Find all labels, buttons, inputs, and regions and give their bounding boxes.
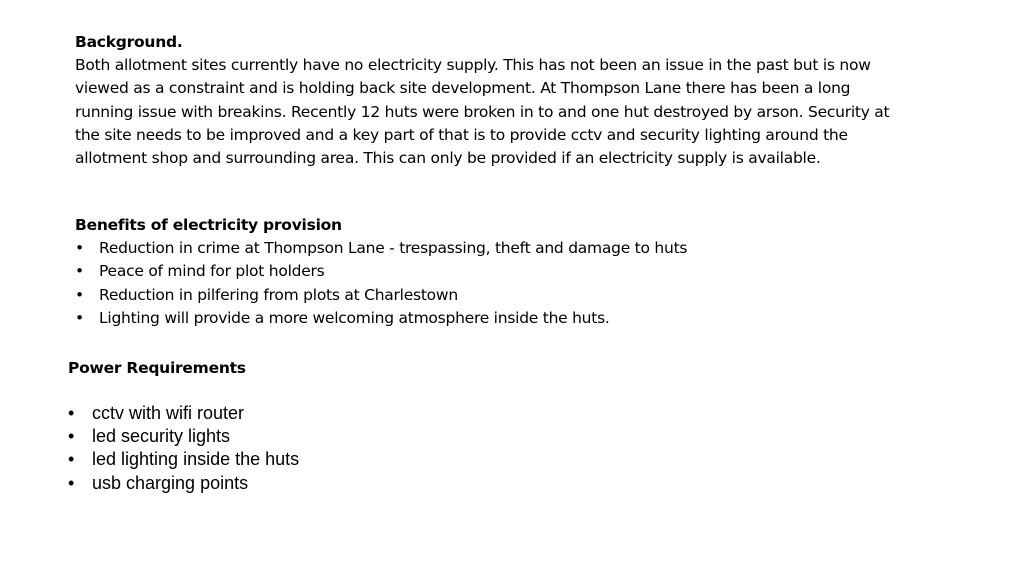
- list-item: [68, 425, 668, 448]
- bullet-dot: •: [75, 308, 84, 327]
- benefit-item-text: Peace of mind for plot holders: [99, 262, 325, 281]
- benefits-heading: Benefits of electricity provision: [75, 216, 342, 234]
- background-heading: Background.: [75, 33, 183, 51]
- power-item-text: usb charging points: [92, 472, 249, 493]
- power-item-text: led lighting inside the huts: [92, 449, 300, 470]
- list-item: [68, 472, 668, 495]
- bullet-dot: •: [75, 285, 84, 304]
- bullet-dot: •: [68, 426, 75, 447]
- bullet-dot: •: [68, 472, 75, 493]
- list-item: [68, 448, 668, 471]
- background-paragraph: Both allotment sites currently have no electricity supply. This has not been an issue in the past but is now viewed as a constraint and is holding back site development. At Thompson Lane there has been a long running issue with breakins. Recently 12 huts were broken in to and one hut destroyed by arson. Security at the site needs to be improved and a key part of that is to provide cctv and security lighting around the allotment shop and surrounding area. This can only be provided if an electricity supply is available.: [75, 56, 890, 168]
- power-requirements-heading: Power Requirements: [68, 359, 246, 377]
- power-requirements-section: [68, 357, 668, 495]
- benefit-item-text: Lighting will provide a more welcoming atmosphere inside the huts.: [99, 308, 610, 327]
- power-item-text: cctv with wifi router: [92, 403, 245, 423]
- benefit-item-text: Reduction in crime at Thompson Lane - trespassing, theft and damage to huts: [99, 239, 688, 258]
- list-item: [75, 260, 895, 283]
- benefits-list: [75, 237, 895, 330]
- benefits-section: [75, 214, 895, 330]
- bullet-dot: •: [68, 403, 75, 423]
- power-item-text: led security lights: [92, 426, 231, 447]
- list-item: [68, 402, 668, 425]
- list-item: [75, 284, 895, 307]
- bullet-dot: •: [75, 262, 84, 281]
- background-section: [75, 31, 895, 170]
- benefit-item-text: Reduction in pilfering from plots at Charlestown: [99, 285, 458, 304]
- list-item: [75, 307, 895, 330]
- bullet-dot: •: [68, 449, 75, 470]
- power-requirements-list: [68, 402, 668, 495]
- list-item: [75, 237, 895, 260]
- bullet-dot: •: [75, 239, 84, 258]
